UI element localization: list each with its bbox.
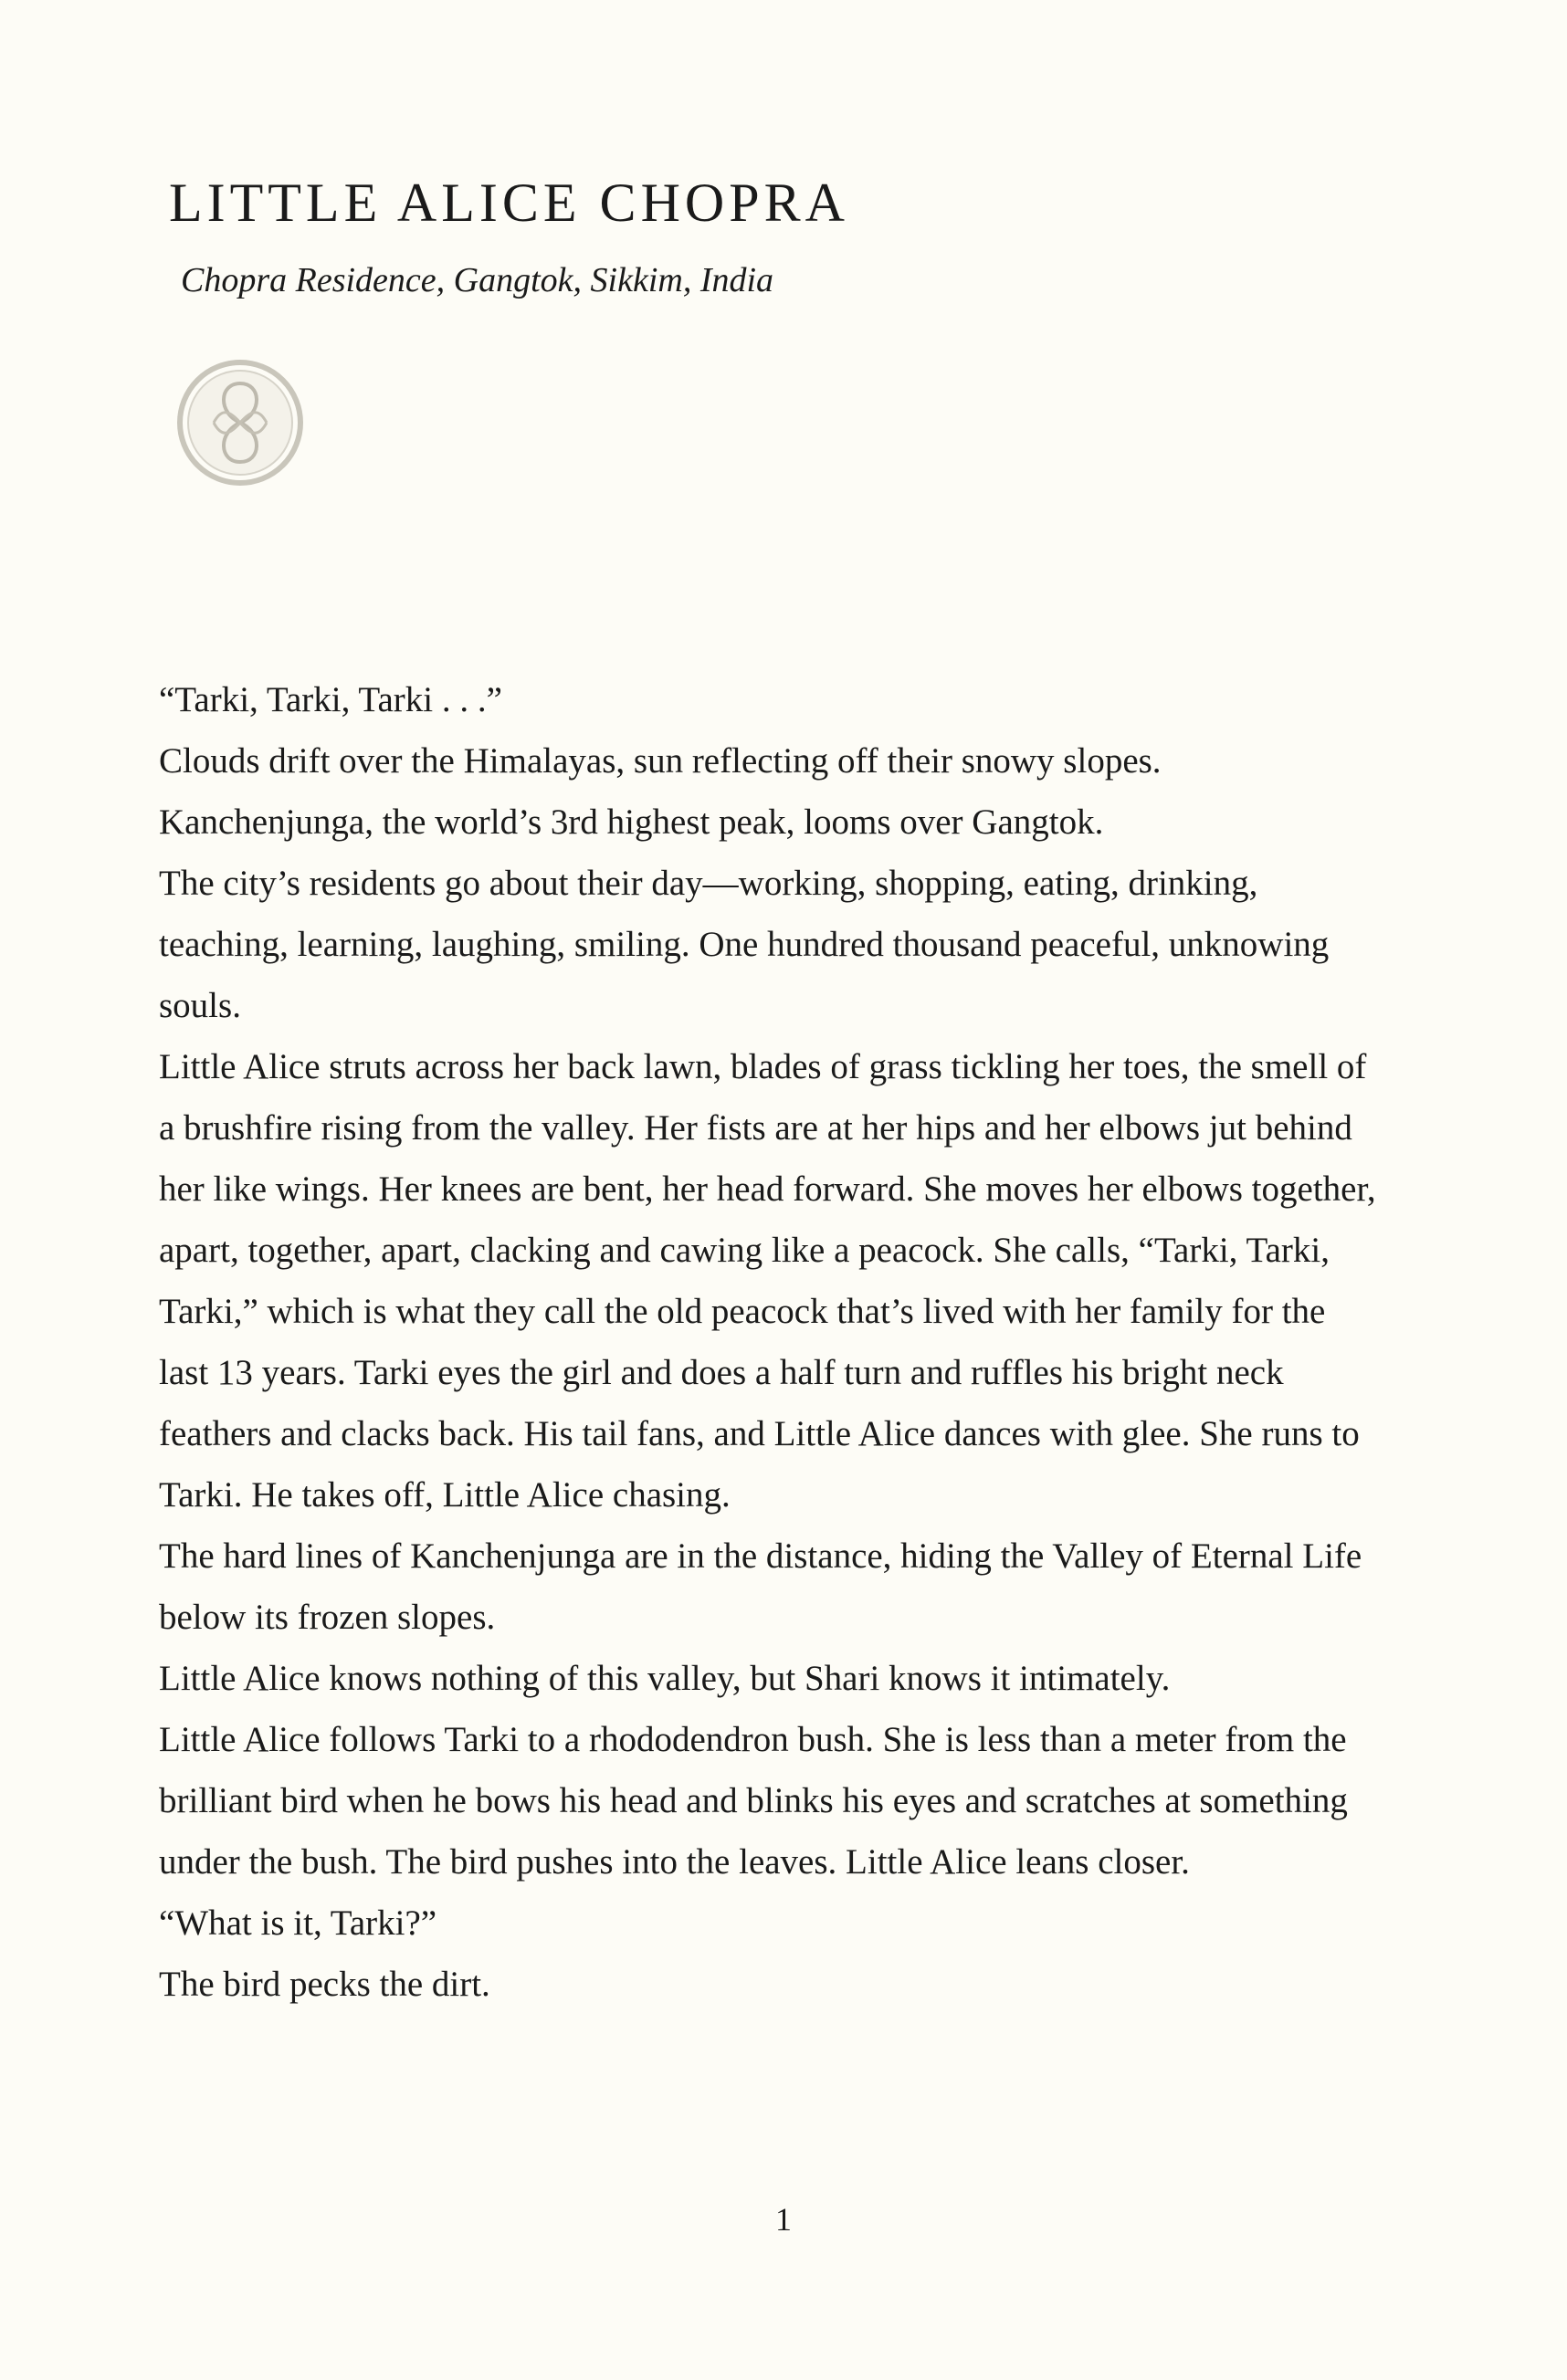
paragraph: “Tarki, Tarki, Tarki . . .” xyxy=(159,680,502,719)
paragraph: Clouds drift over the Himalayas, sun reflecting off their snowy slopes. Kanchenjunga, the world’s 3rd highest peak, looms over Gangtok. xyxy=(159,741,1162,842)
knot-medallion-icon xyxy=(174,356,307,489)
page-number: 1 xyxy=(775,2201,792,2238)
paragraph: Little Alice struts across her back lawn, blades of grass tickling her toes, the smell of a brushfire rising from the valley. Her fists are at her hips and her elbows jut behind her like wings. Her knees are bent, her head forward. She moves her elbows together, apart, together, apart, clacking and cawing like a peacock. She calls, “Tarki, Tarki, Tarki,” which is what they call the old peacock that’s lived with her family for the last 13 years. Tarki eyes the girl and does a half turn and ruffles his bright neck feathers and clacks back. His tail fans, and Little Alice dances with glee. She runs to Tarki. He takes off, Little Alice chasing. xyxy=(159,1047,1376,1515)
paragraph: Little Alice follows Tarki to a rhododendron bush. She is less than a meter from the brilliant bird when he bows his head and blinks his eyes and scratches at something under the bush. The bird pushes into the leaves. Little Alice leans closer. xyxy=(159,1720,1348,1882)
chapter-title: LITTLE ALICE CHOPRA xyxy=(169,173,849,233)
paragraph: “What is it, Tarki?” xyxy=(159,1903,437,1943)
paragraph: The hard lines of Kanchenjunga are in the distance, hiding the Valley of Eternal Life below its frozen slopes. xyxy=(159,1536,1362,1637)
chapter-location: Chopra Residence, Gangtok, Sikkim, India xyxy=(181,261,774,299)
paragraph: The city’s residents go about their day—working, shopping, eating, drinking, teaching, learning, laughing, smiling. One hundred thousand peaceful, unknowing souls. xyxy=(159,864,1330,1025)
paragraph: The bird pecks the dirt. xyxy=(159,1965,490,2004)
body-text xyxy=(159,669,1383,2015)
paragraph: Little Alice knows nothing of this valley, but Shari knows it intimately. xyxy=(159,1659,1171,1698)
